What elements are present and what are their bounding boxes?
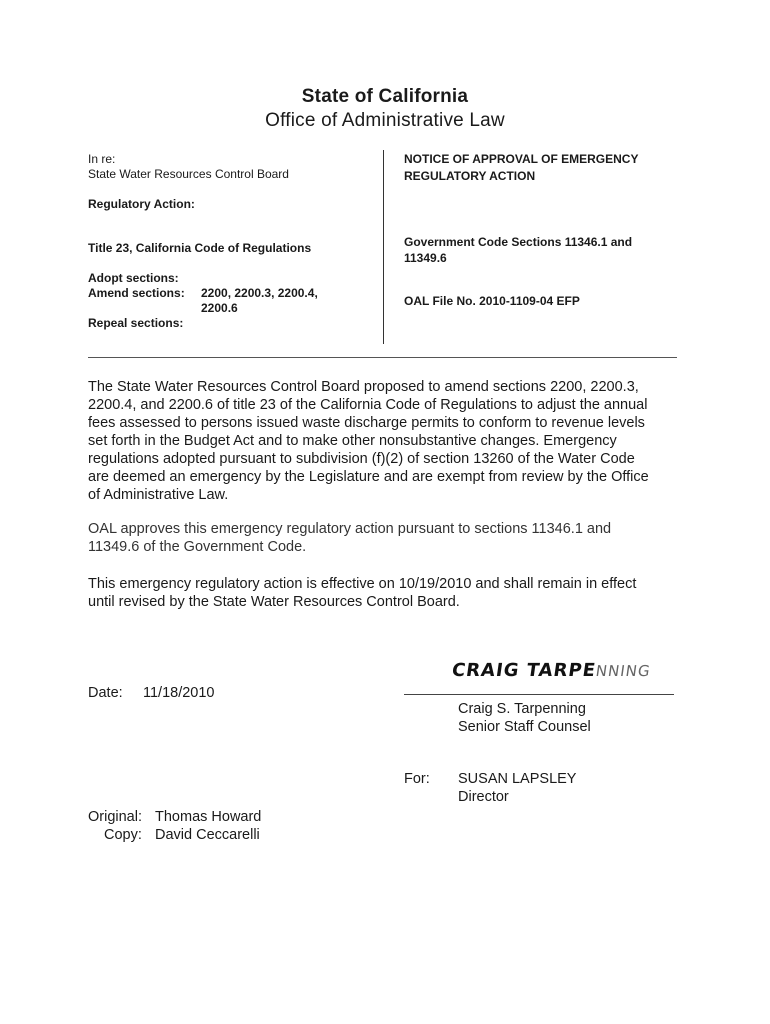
p1-line: of Administrative Law. bbox=[88, 487, 229, 503]
p3-line: This emergency regulatory action is effective on 10/19/2010 and shall remain in effect bbox=[88, 576, 637, 592]
for-title: Director bbox=[458, 789, 509, 805]
oal-file-number: OAL File No. 2010-1109-04 EFP bbox=[404, 294, 580, 308]
signature-line bbox=[404, 694, 674, 695]
in-re-label: In re: bbox=[88, 152, 116, 166]
page-title: State of California bbox=[301, 86, 469, 107]
p2-line: OAL approves this emergency regulatory action pursuant to sections 11346.1 and bbox=[88, 521, 612, 537]
regulatory-action-label: Regulatory Action: bbox=[88, 197, 195, 211]
signer-name: Craig S. Tarpenning bbox=[458, 701, 586, 717]
title-ccr: Title 23, California Code of Regulations bbox=[88, 241, 312, 255]
p1-line: regulations adopted pursuant to subdivision (f)(2) of section 13260 of the Water Code bbox=[88, 451, 635, 467]
p1-line: set forth in the Budget Act and to make other nonsubstantive changes. Emergency bbox=[88, 433, 617, 449]
repeal-sections-label: Repeal sections: bbox=[88, 316, 184, 330]
notice-title-1: NOTICE OF APPROVAL OF EMERGENCY bbox=[404, 152, 639, 166]
amend-sections-value-1: 2200, 2200.3, 2200.4, bbox=[201, 286, 318, 300]
original-name: Thomas Howard bbox=[155, 809, 262, 825]
paragraph-1 bbox=[88, 378, 688, 504]
date-value: 11/18/2010 bbox=[143, 685, 215, 701]
paragraph-3 bbox=[88, 575, 688, 611]
agency-name: State Water Resources Control Board bbox=[88, 167, 289, 181]
handwritten-signature bbox=[451, 660, 653, 681]
paragraph-2 bbox=[88, 520, 688, 556]
signature-main: CRAIG TARPE bbox=[450, 660, 598, 681]
original-label: Original: bbox=[88, 809, 142, 825]
horizontal-divider bbox=[88, 357, 677, 358]
copy-name: David Ceccarelli bbox=[155, 827, 260, 843]
notice-title-2: REGULATORY ACTION bbox=[404, 169, 536, 183]
page-subtitle: Office of Administrative Law bbox=[265, 110, 505, 131]
copy-label: Copy: bbox=[104, 827, 142, 843]
p1-line: 2200.4, and 2200.6 of title 23 of the California Code of Regulations to adjust the annual bbox=[88, 397, 648, 413]
gov-code-2: 11349.6 bbox=[404, 251, 447, 265]
column-divider bbox=[383, 150, 384, 344]
gov-code-1: Government Code Sections 11346.1 and bbox=[404, 235, 633, 249]
p1-line: are deemed an emergency by the Legislature and are exempt from review by the Office bbox=[88, 469, 649, 485]
adopt-sections-label: Adopt sections: bbox=[88, 271, 179, 285]
p1-line: fees assessed to persons issued waste discharge permits to conform to revenue levels bbox=[88, 415, 645, 431]
for-name: SUSAN LAPSLEY bbox=[458, 771, 577, 787]
amend-sections-value-2: 2200.6 bbox=[201, 301, 238, 315]
p1-line: The State Water Resources Control Board proposed to amend sections 2200, 2200.3, bbox=[88, 379, 639, 395]
for-label: For: bbox=[404, 771, 430, 787]
signature-faint: NNING bbox=[594, 662, 652, 680]
p3-line: until revised by the State Water Resources Control Board. bbox=[88, 594, 460, 610]
signer-title: Senior Staff Counsel bbox=[458, 719, 591, 735]
p2-line: 11349.6 of the Government Code. bbox=[88, 539, 307, 555]
amend-sections-label: Amend sections: bbox=[88, 286, 185, 300]
date-label: Date: bbox=[88, 685, 123, 701]
